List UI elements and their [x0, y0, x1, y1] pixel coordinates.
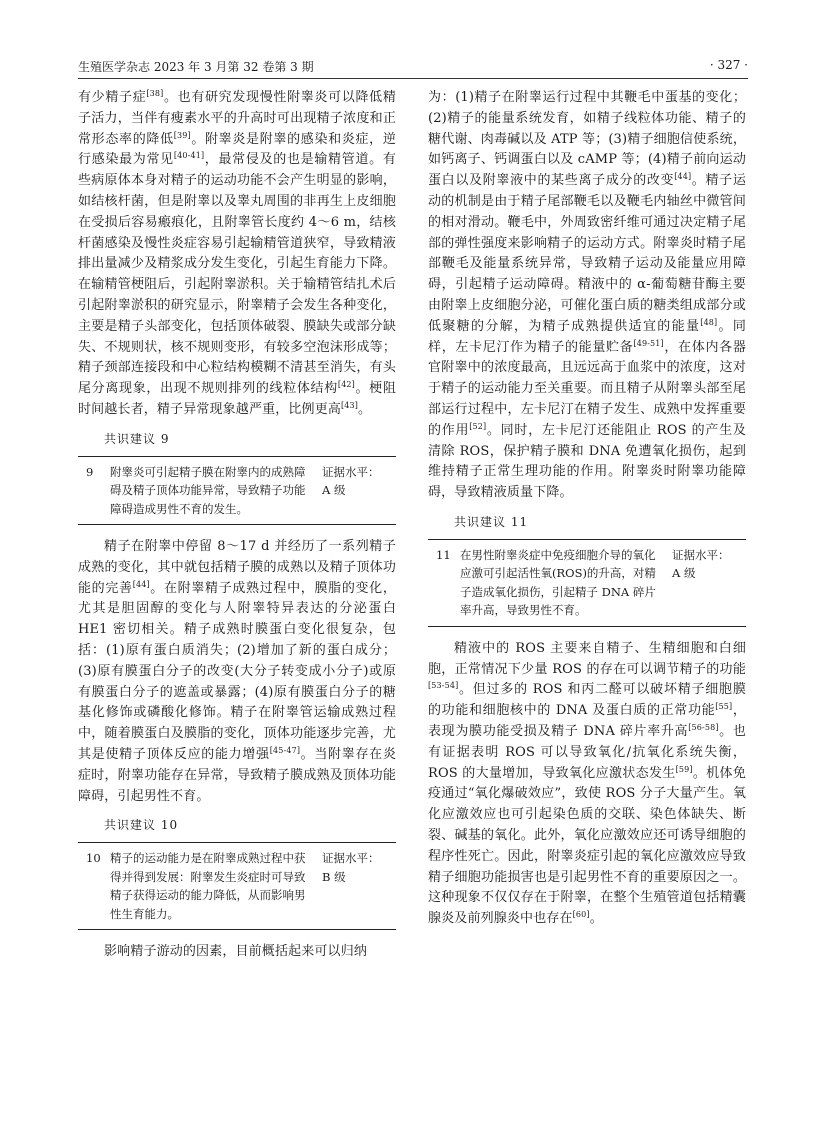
paragraph: 精液中的 ROS 主要来自精子、生精细胞和白细胞，正常情况下少量 ROS 的存在可以调节精子的功能[53-54]。但过多的 ROS 和丙二醛可以破坏精子细胞膜的功能和细胞核中的 DNA 及蛋白质的正常功能[55]，表现为膜功能受损及精子 DNA 碎片率升高[56-58]。也有证据表明 ROS 可以导致氧化/抗氧化系统失衡，ROS 的大量增加，导致氧化应激状态发生[59]。机体免疫通过“氧化爆破效应”，致使 ROS 分子大量产生。氧化应激效应也可引起染色质的交联、染色体缺失、断裂、碱基的氧化。此外，氧化应激效应还可诱导细胞的程序性死亡。因此，附睾炎症引起的氧化应激效应导致精子细胞功能损害也是引起男性不育的重要原因之一。这种现象不仅仅存在于附睾，在整个生殖管道包括精囊腺炎及前列腺炎中也存在[60]。: [428, 640, 746, 927]
citation: [39]: [173, 130, 191, 140]
consensus-box: [78, 842, 396, 930]
citation: [44]: [674, 172, 692, 182]
paragraph: 影响精子游动的因素，目前概括起来可以归纳: [104, 944, 368, 960]
citation: [52]: [469, 421, 487, 431]
consensus-box: [78, 456, 396, 526]
consensus-heading: 共识建议 10: [104, 818, 179, 833]
consensus-heading: 共识建议 11: [454, 514, 529, 529]
citation: [44]: [132, 579, 150, 589]
citation: [56-58]: [688, 722, 719, 732]
page-number: · 327 ·: [709, 58, 748, 72]
left-column: [78, 88, 396, 967]
consensus-heading: 共识建议 9: [104, 431, 170, 446]
paragraph: 为：(1)精子在附睾运行过程中其鞭毛中蛋基的变化；(2)精子的能量系统发育，如精子线粒体功能、精子的糖代谢、肉毒碱以及 ATP 等；(3)精子细胞信使系统，如钙离子、钙调蛋白以及 cAMP 等；(4)精子前向运动蛋白以及附睾液中的某些离子成分的改变[44]。精子运动的机制是由于精子尾部鞭毛以及鞭毛内轴丝中微管间的相对滑动。鞭毛中，外周致密纤维可通过决定精子尾部的弹性强度来影响精子的运动方式。附睾炎时精子尾部鞭毛及能量系统异常，导致精子运动及能量应用障碍，引起精子运动障碍。精液中的 α-葡萄糖苷酶主要由附睾上皮细胞分泌，可催化蛋白质的糖类组成部分或低聚糖的分解，为精子成熟提供适宜的能量[48]。同样，左卡尼汀作为精子的能量贮备[49-51]，在体内各器官附睾中的浓度最高，且远远高于血浆中的浓度，这对于精子的运动能力至关重要。而且精子从附睾头部至尾部运行过程中，左卡尼汀在精子发生、成熟中发挥重要的作用[52]。同时，左卡尼汀还能阻止 ROS 的产生及清除 ROS，保护精子膜和 DNA 免遭氧化损伤，起到维持精子正常生理功能的作用。附睾炎时附睾功能障碍，导致精液质量下降。: [428, 90, 747, 501]
evidence-level: 证据水平： A 级: [672, 547, 730, 581]
evidence-level: 证据水平： B 级: [322, 851, 380, 884]
citation: [38]: [146, 89, 164, 98]
consensus-number: 11: [436, 547, 451, 562]
journal-citation: 生殖医学杂志 2023 年 3 月第 32 卷第 3 期: [78, 60, 314, 74]
citation: [45-47]: [269, 746, 301, 756]
citation: [49-51]: [633, 338, 664, 348]
right-column: [428, 88, 746, 934]
consensus-text: 附睾炎可引起精子膜在附睾内的成熟障碍及精子顶体功能异常，导致精子功能障碍造成男性不育的发生。: [110, 464, 306, 516]
consensus-text: 在男性附睾炎症中免疫细胞介导的氧化应激可引起活性氧(ROS)的升高，对精子造成氧化损伤，引起精子 DNA 碎片率升高，导致男性不育。: [460, 547, 656, 618]
citation: [55]: [715, 702, 733, 712]
consensus-box: [428, 539, 746, 627]
citation: [59]: [675, 764, 693, 774]
citation: [60]: [572, 910, 590, 920]
consensus-number: 9: [86, 464, 94, 479]
citation: [40-41]: [173, 151, 205, 161]
evidence-level: 证据水平： A 级: [322, 464, 380, 498]
citation: [48]: [700, 317, 718, 327]
paragraph: 精子在附睾中停留 8～17 d 并经历了一系列精子成熟的变化，其中就包括精子膜的成熟以及精子顶体功能的完善[44]。在附睾精子成熟过程中，膜脂的变化，尤其是胆固醇的变化与人附睾特异表达的分泌蛋白 HE1 密切相关。精子成熟时膜蛋白变化很复杂，包括：(1)原有蛋白质消失；(2)增加了新的蛋白成分；(3)原有膜蛋白分子的改变(大分子转变成小分子)或原有膜蛋白分子的遮盖或暴露；(4)原有膜蛋白分子的糖基化修饰或磷酸化修饰。精子在附睾管运输成熟过程中，随着膜蛋白及膜脂的变化，顶体功能逐步完善，尤其是使精子顶体反应的能力增强[45-47]。当附睾存在炎症时，附睾功能存在异常，导致精子膜成熟及顶体功能障碍，引起男性不育。: [78, 539, 397, 804]
citation: [43]: [341, 400, 359, 410]
citation: [42]: [337, 380, 355, 390]
running-header: [78, 56, 748, 79]
consensus-text: 精子的运动能力是在附睾成熟过程中获得并得到发展：附睾发生炎症时可导致精子获得运动的能力降低，从而影响男性生育能力。: [110, 851, 306, 921]
citation: [53-54]: [428, 681, 459, 691]
paragraph: 有少精子症[38]。也有研究发现慢性附睾炎可以降低精子活力，当伴有瘦素水平的升高时可出现精子浓度和正常形态率的降低[39]。附睾炎是附睾的感染和炎症，逆行感染最为常见[40-41]，最常侵及的也是输精管道。有些病原体本身对精子的运动功能不会产生明显的影响，如结核杆菌，但是附睾以及睾丸周围的非再生上皮细胞在受损后容易瘢痕化，且附睾管长度约 4～6 m，结核杆菌感染及慢性炎症容易引起输精管道狭窄，导致精液排出量减少及精浆成分发生变化，引起生育能力下降。在输精管梗阻后，引起附睾淤积。关于输精管结扎术后引起附睾淤积的研究显示，附睾精子会发生各种变化，主要是精子头部变化，包括顶体破裂、膜缺失或部分缺失、不规则状，核不规则变形，有较多空泡沫形成等；精子颈部连接段和中心粒结构模糊不清甚至消失，有头尾分离现象，出现不规则排列的线粒体结构[42]。梗阻时间越长者，精子异常现象越严重，比例更高[43]。: [78, 89, 396, 417]
consensus-number: 10: [86, 851, 101, 866]
